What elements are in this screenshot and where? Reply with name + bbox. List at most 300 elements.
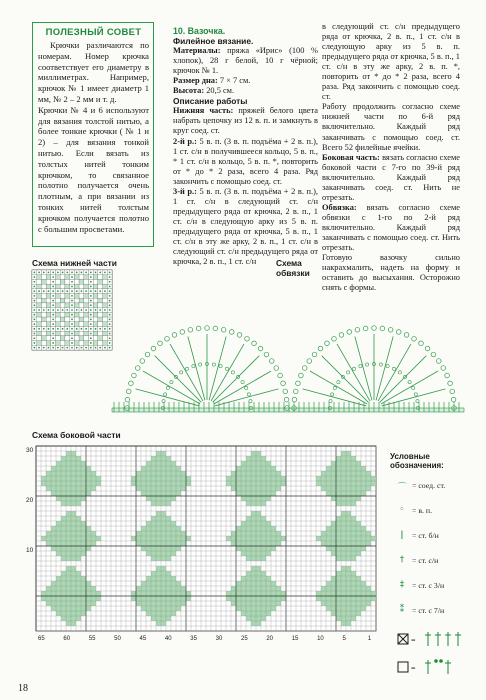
side-grid-filled-cell	[176, 586, 181, 591]
side-grid-filled-cell	[261, 466, 266, 471]
legend-text: = ст. с 3/н	[412, 581, 445, 590]
side-grid-filled-cell	[181, 541, 186, 546]
side-grid-filled-cell	[76, 546, 81, 551]
bottom-grid-dot	[71, 328, 73, 330]
side-grid-filled-cell	[61, 476, 66, 481]
bottom-grid-cell	[84, 341, 89, 346]
description-title: Описание работы	[173, 96, 248, 107]
side-grid-filled-cell	[326, 491, 331, 496]
bottom-grid-cell	[60, 284, 65, 289]
legend-symbol-icon: ‡	[399, 580, 405, 590]
bottom-grid-dot	[33, 328, 35, 330]
side-grid-filled-cell	[341, 526, 346, 531]
side-grid-filled-cell	[351, 551, 356, 556]
side-grid-filled-cell	[356, 531, 361, 536]
side-grid-filled-cell	[171, 541, 176, 546]
bottom-grid-cell	[41, 322, 46, 327]
side-grid-filled-cell	[66, 601, 71, 606]
side-grid-filled-cell	[166, 586, 171, 591]
side-grid-filled-cell	[241, 611, 246, 616]
bottom-grid-cell	[37, 317, 42, 322]
side-grid-filled-cell	[56, 496, 61, 501]
side-grid-filled-cell	[241, 496, 246, 501]
side-grid-filled-cell	[81, 536, 86, 541]
edging-picot	[284, 397, 289, 402]
side-grid-filled-cell	[91, 481, 96, 486]
side-grid-filled-cell	[81, 591, 86, 596]
side-grid-filled-cell	[346, 501, 351, 506]
side-grid-filled-cell	[236, 486, 241, 491]
side-grid-filled-cell	[161, 606, 166, 611]
bottom-grid-dot	[85, 271, 87, 273]
edging-chain	[386, 365, 389, 368]
side-grid-filled-cell	[236, 606, 241, 611]
side-grid-filled-cell	[346, 596, 351, 601]
bottom-grid-cell	[84, 284, 89, 289]
bottom-grid-dot	[66, 328, 68, 330]
side-grid-filled-cell	[261, 516, 266, 521]
side-grid-filled-cell	[66, 471, 71, 476]
bottom-grid-dot	[81, 309, 83, 311]
side-grid-filled-cell	[256, 511, 261, 516]
bottom-grid-dot	[90, 323, 92, 325]
side-grid-filled-cell	[146, 471, 151, 476]
side-grid-filled-cell	[76, 481, 81, 486]
bottom-text: пряжей белого цвета набрать цепочку из 12 в. п. и замкнуть в круг соед. ст.	[173, 106, 319, 136]
bottom-grid-dot	[43, 271, 45, 273]
side-grid-filled-cell	[71, 536, 76, 541]
side-grid-filled-cell	[166, 616, 171, 621]
side-grid-filled-cell	[151, 546, 156, 551]
side-grid-filled-cell	[331, 521, 336, 526]
side-grid-filled-cell	[326, 481, 331, 486]
bottom-grid-dot	[90, 328, 92, 330]
article-title: 10. Вазочка.	[173, 26, 226, 36]
bottom-grid-cell	[79, 331, 84, 336]
side-grid-filled-cell	[346, 526, 351, 531]
side-grid-filled-cell	[261, 491, 266, 496]
side-x-tick: 15	[291, 636, 299, 642]
side-grid-filled-cell	[236, 476, 241, 481]
edging-spoke	[376, 337, 393, 401]
edging-picot	[332, 336, 337, 341]
side-grid-filled-cell	[66, 461, 71, 466]
side-grid-filled-cell	[356, 481, 361, 486]
bottom-grid-dot	[95, 309, 97, 311]
side-grid-filled-cell	[41, 591, 46, 596]
side-grid-filled-cell	[151, 486, 156, 491]
edging-chain	[185, 367, 188, 370]
side-grid-filled-cell	[331, 601, 336, 606]
legend-item	[390, 555, 470, 567]
side-grid-filled-cell	[81, 611, 86, 616]
side-grid-filled-cell	[176, 606, 181, 611]
edging-picot	[126, 389, 131, 394]
side-grid-filled-cell	[331, 531, 336, 536]
side-grid-filled-cell	[56, 486, 61, 491]
side-grid-filled-cell	[236, 581, 241, 586]
side-grid-filled-cell	[171, 581, 176, 586]
side-grid-filled-cell	[71, 616, 76, 621]
side-grid-filled-cell	[76, 576, 81, 581]
side-grid-filled-cell	[241, 486, 246, 491]
side-grid-filled-cell	[276, 541, 281, 546]
side-grid-filled-cell	[146, 536, 151, 541]
side-grid-filled-cell	[341, 471, 346, 476]
side-grid-filled-cell	[236, 526, 241, 531]
side-grid-filled-cell	[171, 586, 176, 591]
edging-chain	[331, 393, 334, 396]
side-grid-filled-cell	[226, 476, 231, 481]
bottom-part-diagram	[32, 270, 112, 350]
side-grid-filled-cell	[186, 536, 191, 541]
bottom-grid-dot	[81, 347, 83, 349]
side-grid-filled-cell	[346, 491, 351, 496]
side-grid-filled-cell	[146, 586, 151, 591]
side-grid-filled-cell	[141, 586, 146, 591]
filled-cell-stitch-icons	[425, 632, 461, 646]
side-grid-filled-cell	[336, 591, 341, 596]
side-grid-filled-cell	[86, 586, 91, 591]
side-grid-filled-cell	[156, 566, 161, 571]
equals-sign-1: =	[411, 636, 416, 645]
side-grid-filled-cell	[336, 481, 341, 486]
side-grid-filled-cell	[241, 546, 246, 551]
side-grid-filled-cell	[151, 516, 156, 521]
side-grid-filled-cell	[336, 516, 341, 521]
side-grid-filled-cell	[66, 496, 71, 501]
edging-spoke	[322, 356, 369, 403]
edging-spoke	[303, 389, 367, 406]
side-grid-filled-cell	[321, 601, 326, 606]
edge-label: Обвязка:	[322, 202, 357, 212]
side-grid-filled-cell	[176, 486, 181, 491]
side-grid-filled-cell	[81, 606, 86, 611]
side-grid-filled-cell	[246, 606, 251, 611]
side-grid-filled-cell	[151, 536, 156, 541]
edging-chain	[199, 363, 202, 366]
tip-title: ПОЛЕЗНЫЙ СОВЕТ	[45, 27, 142, 38]
side-grid-filled-cell	[51, 476, 56, 481]
side-grid-filled-cell	[246, 581, 251, 586]
side-grid-filled-cell	[136, 541, 141, 546]
bottom-grid-dot	[62, 328, 64, 330]
row2-text: 5 в. п. (3 в. п. подъёма + 2 в. п.), 1 ст. с/н в получившееся кольцо, 5 в. п., * 1 ст. с/н в кольцо, 5 в. п. *, повторить от * до * 2 раза, всего 4 раза. Ряд закончить с помощью соед. ст.	[173, 136, 318, 186]
side-grid-filled-cell	[266, 476, 271, 481]
side-grid-filled-cell	[241, 461, 246, 466]
side-grid-filled-cell	[256, 491, 261, 496]
side-grid-filled-cell	[146, 546, 151, 551]
side-grid-filled-cell	[251, 611, 256, 616]
side-grid-filled-cell	[326, 536, 331, 541]
side-grid-filled-cell	[266, 576, 271, 581]
bottom-grid-cell	[103, 294, 108, 299]
side-grid-filled-cell	[166, 526, 171, 531]
edging-chain	[352, 367, 355, 370]
side-grid-filled-cell	[71, 571, 76, 576]
side-grid-filled-cell	[66, 566, 71, 571]
bottom-grid-cell	[103, 279, 108, 284]
side-grid-filled-cell	[71, 556, 76, 561]
side-grid-filled-cell	[166, 491, 171, 496]
side-grid-filled-cell	[76, 536, 81, 541]
bottom-grid-cell	[79, 336, 84, 341]
side-grid-filled-cell	[146, 606, 151, 611]
side-grid-filled-cell	[66, 576, 71, 581]
side-grid-filled-cell	[61, 551, 66, 556]
bottom-grid-cell	[103, 298, 108, 303]
side-grid-filled-cell	[51, 491, 56, 496]
bottom-grid-dot	[52, 304, 54, 306]
side-grid-filled-cell	[351, 591, 356, 596]
article-column-right	[322, 22, 460, 293]
side-grid-filled-cell	[266, 471, 271, 476]
side-grid-filled-cell	[171, 491, 176, 496]
side-x-tick: 20	[266, 636, 274, 642]
side-grid-filled-cell	[166, 591, 171, 596]
side-grid-filled-cell	[331, 591, 336, 596]
side-grid-filled-cell	[231, 601, 236, 606]
edging-picot	[355, 327, 360, 332]
side-grid-filled-cell	[351, 576, 356, 581]
side-grid-filled-cell	[351, 556, 356, 561]
side-grid-filled-cell	[236, 601, 241, 606]
bottom-grid-dot	[104, 271, 106, 273]
side-grid-filled-cell	[276, 596, 281, 601]
side-grid-filled-cell	[331, 526, 336, 531]
side-grid-filled-cell	[341, 486, 346, 491]
side-grid-filled-cell	[166, 601, 171, 606]
side-grid-filled-cell	[66, 546, 71, 551]
side-grid-filled-cell	[151, 526, 156, 531]
side-grid-filled-cell	[261, 486, 266, 491]
side-grid-filled-cell	[241, 576, 246, 581]
side-grid-filled-cell	[326, 486, 331, 491]
bottom-grid-cell	[98, 331, 103, 336]
bottom-grid-dot	[95, 328, 97, 330]
side-grid-filled-cell	[166, 521, 171, 526]
side-grid-filled-cell	[66, 531, 71, 536]
bottom-grid-cell	[46, 312, 51, 317]
bottom-grid-cell	[98, 294, 103, 299]
bottom-label: Нижняя часть:	[173, 106, 234, 116]
side-grid-filled-cell	[251, 596, 256, 601]
side-grid-filled-cell	[181, 536, 186, 541]
side-grid-filled-cell	[326, 471, 331, 476]
side-grid-filled-cell	[136, 486, 141, 491]
side-grid-filled-cell	[241, 531, 246, 536]
side-grid-filled-cell	[251, 546, 256, 551]
bottom-grid-dot	[48, 271, 50, 273]
side-grid-filled-cell	[331, 581, 336, 586]
side-grid-filled-cell	[246, 466, 251, 471]
side-grid-filled-cell	[361, 586, 366, 591]
side-part-diagram	[24, 442, 386, 682]
side-grid-filled-cell	[246, 571, 251, 576]
side-grid-filled-cell	[266, 481, 271, 486]
side-grid-filled-cell	[156, 521, 161, 526]
side-grid-filled-cell	[181, 591, 186, 596]
edging-spoke	[170, 344, 203, 401]
bottom-grid-cell	[93, 284, 98, 289]
side-grid-filled-cell	[176, 596, 181, 601]
side-grid-filled-cell	[366, 586, 371, 591]
side-grid-filled-cell	[271, 481, 276, 486]
bottom-grid-cell	[41, 298, 46, 303]
side-grid-filled-cell	[351, 491, 356, 496]
side-grid-filled-cell	[266, 541, 271, 546]
side-grid-filled-cell	[166, 576, 171, 581]
side-grid-filled-cell	[86, 536, 91, 541]
bottom-grid-cell	[98, 284, 103, 289]
side-grid-filled-cell	[271, 491, 276, 496]
side-grid-filled-cell	[266, 526, 271, 531]
side-grid-filled-cell	[171, 601, 176, 606]
side-grid-filled-cell	[156, 466, 161, 471]
side-grid-filled-cell	[176, 581, 181, 586]
side-grid-filled-cell	[166, 581, 171, 586]
bottom-grid-dot	[109, 271, 111, 273]
side-grid-filled-cell	[261, 521, 266, 526]
side-grid-filled-cell	[171, 521, 176, 526]
bottom-grid-dot	[76, 309, 78, 311]
bottom-grid-cell	[79, 341, 84, 346]
side-grid-filled-cell	[256, 461, 261, 466]
side-grid-filled-cell	[71, 486, 76, 491]
bottom-grid-cell	[65, 312, 70, 317]
bottom-grid-dot	[71, 300, 73, 302]
side-grid-filled-cell	[161, 601, 166, 606]
edging-spoke	[355, 337, 372, 401]
side-grid-filled-cell	[81, 601, 86, 606]
side-grid-filled-cell	[246, 556, 251, 561]
bottom-grid-dot	[33, 295, 35, 297]
side-grid-filled-cell	[341, 566, 346, 571]
bottom-grid-cell	[103, 331, 108, 336]
side-grid-filled-cell	[161, 541, 166, 546]
bottom-grid-cell	[56, 279, 61, 284]
edging-picot	[302, 366, 307, 371]
bottom-grid-dot	[43, 309, 45, 311]
side-y-tick: 30	[26, 447, 34, 454]
side-grid-filled-cell	[66, 551, 71, 556]
bottom-grid-dot	[52, 323, 54, 325]
side-grid-filled-cell	[351, 571, 356, 576]
side-grid-filled-cell	[336, 576, 341, 581]
bottom-grid-cell	[60, 312, 65, 317]
edging-chain	[379, 363, 382, 366]
side-grid-filled-cell	[361, 486, 366, 491]
side-grid-filled-cell	[176, 601, 181, 606]
bottom-grid-cell	[37, 312, 42, 317]
side-grid-filled-cell	[261, 481, 266, 486]
side-grid-filled-cell	[161, 471, 166, 476]
side-grid-filled-cell	[61, 616, 66, 621]
side-grid-filled-cell	[161, 621, 166, 626]
bottom-grid-cell	[60, 294, 65, 299]
edging-chain	[245, 386, 248, 389]
bottom-grid-cell	[60, 322, 65, 327]
side-grid-filled-cell	[341, 541, 346, 546]
side-grid-filled-cell	[276, 481, 281, 486]
side-grid-filled-cell	[66, 616, 71, 621]
bottom-grid-dot	[109, 314, 111, 316]
side-grid-filled-cell	[356, 536, 361, 541]
side-grid-filled-cell	[341, 616, 346, 621]
side-grid-filled-cell	[176, 531, 181, 536]
side-grid-filled-cell	[261, 531, 266, 536]
side-grid-filled-cell	[166, 546, 171, 551]
bottom-grid-dot	[38, 328, 40, 330]
side-grid-filled-cell	[361, 531, 366, 536]
side-grid-filled-cell	[161, 576, 166, 581]
bottom-grid-cell	[79, 298, 84, 303]
side-grid-filled-cell	[166, 551, 171, 556]
side-grid-filled-cell	[56, 546, 61, 551]
bottom-grid-dot	[33, 342, 35, 344]
bottom-grid-cell	[79, 279, 84, 284]
side-grid-filled-cell	[151, 491, 156, 496]
side-grid-filled-cell	[331, 596, 336, 601]
side-grid-filled-cell	[321, 536, 326, 541]
bottom-grid-dot	[38, 290, 40, 292]
bottom-grid-cell	[74, 336, 79, 341]
side-grid-filled-cell	[261, 586, 266, 591]
side-grid-filled-cell	[66, 581, 71, 586]
side-grid-filled-cell	[66, 606, 71, 611]
side-grid-filled-cell	[341, 591, 346, 596]
side-grid-filled-cell	[251, 541, 256, 546]
edging-picot	[188, 327, 193, 332]
side-grid-filled-cell	[56, 591, 61, 596]
side-grid-filled-cell	[336, 501, 341, 506]
side-grid-filled-cell	[321, 541, 326, 546]
side-grid-filled-cell	[151, 501, 156, 506]
bottom-grid-dot	[57, 347, 59, 349]
side-grid-filled-cell	[166, 611, 171, 616]
bottom-grid-dot	[43, 328, 45, 330]
side-grid-filled-cell	[61, 571, 66, 576]
side-grid-filled-cell	[261, 596, 266, 601]
side-grid-filled-cell	[256, 466, 261, 471]
side-grid-filled-cell	[166, 531, 171, 536]
legend-symbol-icon: ⁑	[399, 605, 405, 615]
side-grid-filled-cell	[51, 481, 56, 486]
side-grid-filled-cell	[341, 596, 346, 601]
side-grid-filled-cell	[316, 591, 321, 596]
side-grid-filled-cell	[346, 476, 351, 481]
side-grid-filled-cell	[146, 531, 151, 536]
bottom-grid-cell	[41, 294, 46, 299]
side-grid-filled-cell	[346, 541, 351, 546]
side-grid-filled-cell	[246, 461, 251, 466]
side-grid-filled-cell	[251, 616, 256, 621]
side-grid-filled-cell	[346, 581, 351, 586]
side-grid-filled-cell	[346, 606, 351, 611]
bottom-grid-dot	[95, 271, 97, 273]
side-grid-filled-cell	[51, 536, 56, 541]
bottom-grid-dot	[43, 290, 45, 292]
side-grid-filled-cell	[71, 586, 76, 591]
edging-picot	[129, 381, 134, 386]
side-grid-filled-cell	[236, 546, 241, 551]
side-grid-filled-cell	[321, 531, 326, 536]
side-grid-filled-cell	[156, 491, 161, 496]
side-grid-filled-cell	[266, 601, 271, 606]
side-grid-filled-cell	[326, 606, 331, 611]
side-grid-filled-cell	[326, 581, 331, 586]
side-grid-filled-cell	[86, 491, 91, 496]
